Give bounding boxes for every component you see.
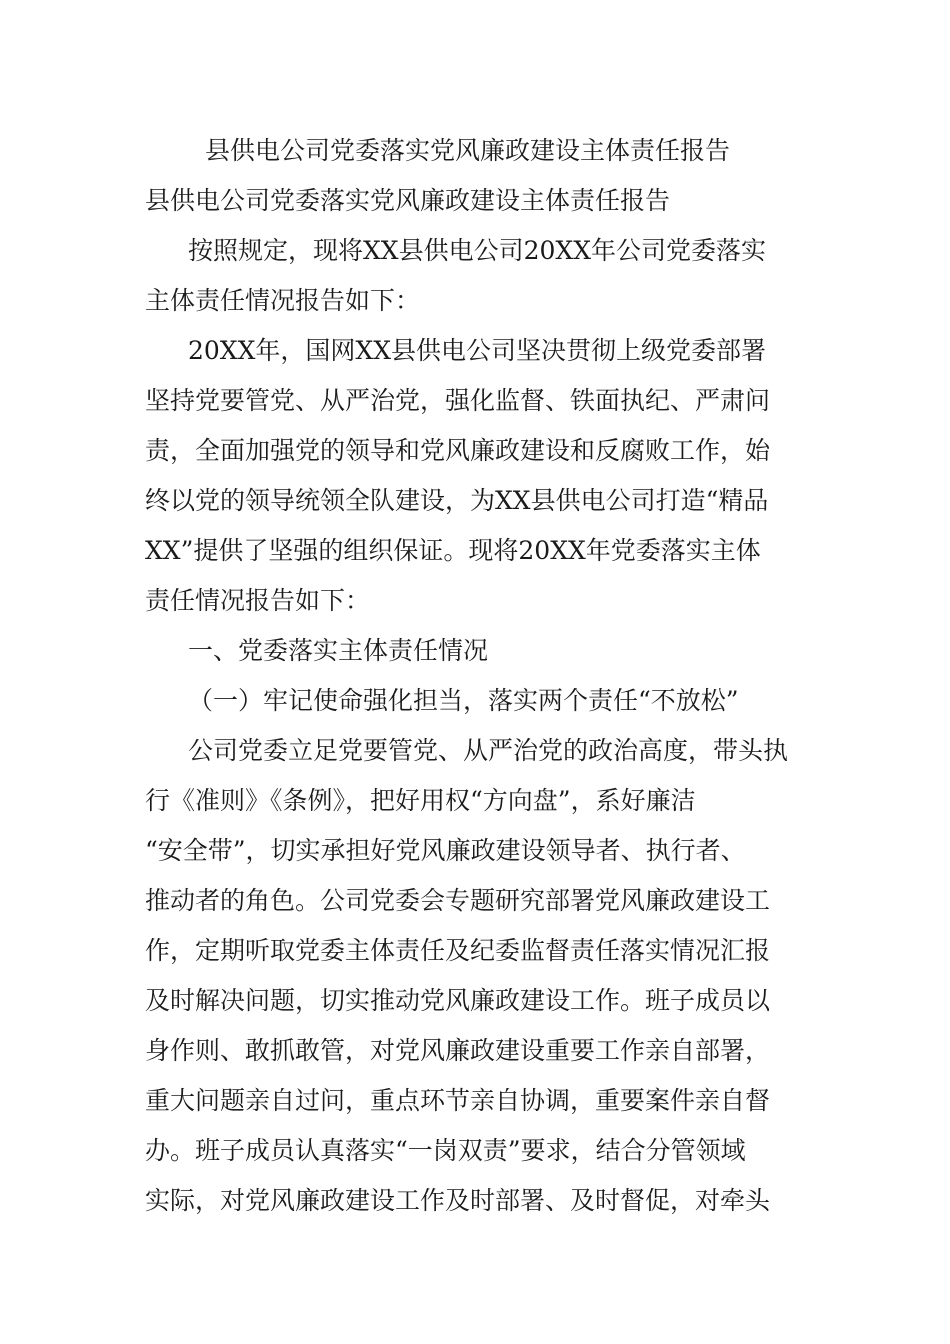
paragraph-line: 实际，对党风廉政建设工作及时部署、及时督促，对牵头	[145, 1186, 771, 1215]
paragraph-line: 办。班子成员认真落实“一岗双责”要求，结合分管领域	[145, 1136, 746, 1165]
paragraph-line: 责，全面加强党的领导和党风廉政建设和反腐败工作，始	[145, 436, 771, 465]
paragraph-line: 按照规定，现将XX县供电公司20XX年公司党委落实	[188, 236, 767, 265]
paragraph-line: 行《准则》《条例》，把好用权“方向盘”，系好廉洁	[145, 786, 696, 815]
paragraph-line: 及时解决问题，切实推动党风廉政建设工作。班子成员以	[145, 986, 771, 1015]
subsection-heading: （一）牢记使命强化担当，落实两个责任“不放松”	[188, 686, 739, 715]
paragraph-line: 坚持党要管党、从严治党，强化监督、铁面执纪、严肃问	[145, 386, 771, 415]
paragraph-line: “安全带”，切实承担好党风廉政建设领导者、执行者、	[145, 836, 746, 865]
paragraph-line: 主体责任情况报告如下：	[145, 286, 421, 315]
paragraph-line: 20XX年，国网XX县供电公司坚决贯彻上级党委部署	[188, 336, 767, 365]
paragraph-line: 作，定期听取党委主体责任及纪委监督责任落实情况汇报	[145, 936, 771, 965]
paragraph-line: 重大问题亲自过问，重点环节亲自协调，重要案件亲自督	[145, 1086, 771, 1115]
paragraph-line: 推动者的角色。公司党委会专题研究部署党风廉政建设工	[145, 886, 771, 915]
paragraph-line: 终以党的领导统领全队建设，为XX县供电公司打造“精品	[145, 486, 769, 515]
section-heading: 一、党委落实主体责任情况	[188, 636, 489, 665]
document-title: 县供电公司党委落实党风廉政建设主体责任报告	[205, 136, 731, 165]
paragraph-line: 公司党委立足党要管党、从严治党的政治高度，带头执	[188, 736, 789, 765]
subtitle-line: 县供电公司党委落实党风廉政建设主体责任报告	[145, 186, 671, 215]
paragraph-line: 责任情况报告如下：	[145, 586, 371, 615]
paragraph-line: 身作则、敢抓敢管，对党风廉政建设重要工作亲自部署，	[145, 1036, 771, 1065]
paragraph-line: XX”提供了坚强的组织保证。现将20XX年党委落实主体	[145, 536, 761, 565]
